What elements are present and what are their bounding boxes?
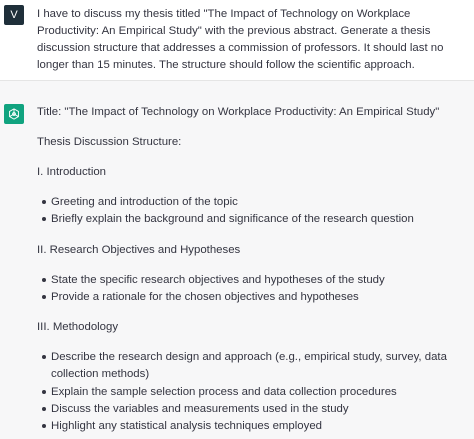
list-item-text: Explain the sample selection process and data collection procedures [51,386,397,398]
bullet-icon [42,424,46,428]
section-heading: II. Research Objectives and Hypotheses [37,244,241,256]
user-message [0,0,474,81]
list-item [37,194,467,211]
user-message-text: I have to discuss my thesis titled "The Impact of Technology on Workplace Productivity: An Empirical Study" with the previous abstract. Generate a thesis discussion structure that addresses a commission of professors. It should last no longer than 15 minutes. The structure should follow the scientific approach. [37,8,444,71]
list-item [37,272,467,289]
list-item-text: Discuss the variables and measurements used in the study [51,403,349,415]
assistant-message [0,81,474,439]
structure-heading: Thesis Discussion Structure: [37,136,182,148]
list-item [37,211,467,228]
list-item [37,384,467,401]
section-heading: III. Methodology [37,321,119,333]
response-title: Title: "The Impact of Technology on Workplace Productivity: An Empirical Study" [37,106,440,118]
bullet-icon [42,355,46,359]
section-heading: I. Introduction [37,166,107,178]
bullet-icon [42,278,46,282]
list-item-text: Describe the research design and approach (e.g., empirical study, survey, data collection methods) [51,351,447,380]
openai-logo-icon [4,104,24,124]
list-item [37,349,467,383]
list-item [37,289,467,306]
list-item [37,418,467,435]
user-avatar: V [4,5,24,25]
bullet-icon [42,217,46,221]
list-item-text: Greeting and introduction of the topic [51,196,238,208]
bullet-icon [42,295,46,299]
list-item-text: Briefly explain the background and significance of the research question [51,213,414,225]
bullet-icon [42,407,46,411]
bullet-icon [42,390,46,394]
list-item-text: Highlight any statistical analysis techniques employed [51,420,322,432]
list-item [37,401,467,418]
bullet-icon [42,200,46,204]
list-item-text: Provide a rationale for the chosen objectives and hypotheses [51,291,359,303]
list-item-text: State the specific research objectives and hypotheses of the study [51,274,385,286]
